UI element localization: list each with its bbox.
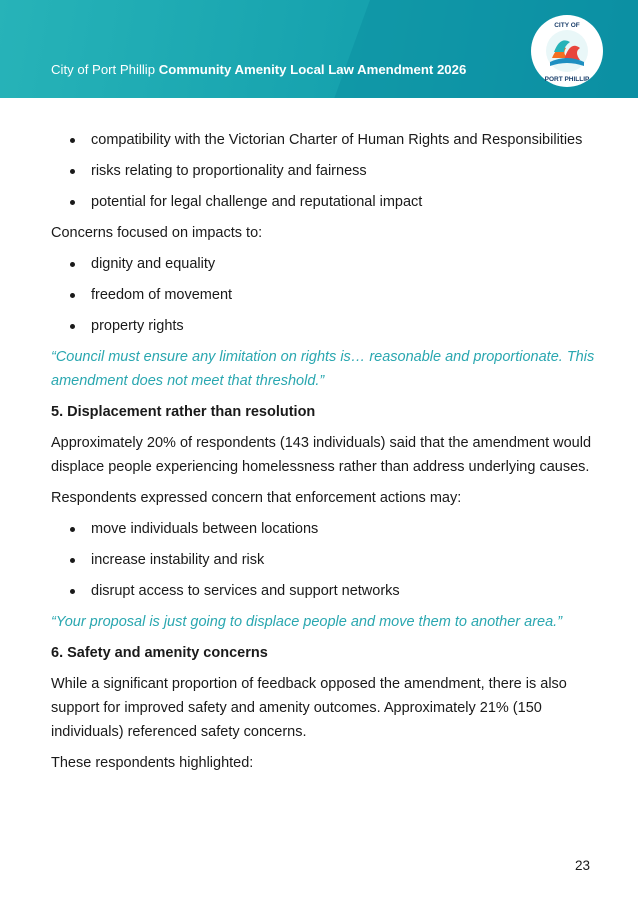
section-5-para-1: Approximately 20% of respondents (143 individuals) said that the amendment would displace people experiencing homelessness rather than address underlying causes.: [51, 435, 592, 475]
logo-bottom-text: PORT PHILLIP: [544, 76, 590, 83]
list-item: increase instability and risk: [51, 548, 596, 572]
list-item: potential for legal challenge and reputational impact: [51, 190, 596, 214]
list-item: risks relating to proportionality and fairness: [51, 159, 596, 183]
page-header: [0, 0, 638, 98]
section-6-heading: 6. Safety and amenity concerns: [51, 645, 268, 661]
section-6-para-1: While a significant proportion of feedback opposed the amendment, there is also support for improved safety and amenity outcomes. Approximately 21% (150 individuals) referenced safety concerns.: [51, 676, 567, 740]
page-content: [51, 128, 596, 782]
quote-displacement: “Your proposal is just going to displace people and move them to another area.”: [51, 614, 563, 630]
list-item: disrupt access to services and support networks: [51, 579, 596, 603]
list-item: freedom of movement: [51, 283, 596, 307]
page-number: 23: [575, 858, 591, 873]
logo-top-text: CITY OF: [554, 22, 580, 29]
list-item: dignity and equality: [51, 252, 596, 276]
header-title: [51, 62, 466, 77]
header-doc-title: Community Amenity Local Law Amendment 2026: [158, 62, 467, 77]
enforcement-list: [51, 517, 596, 603]
header-org: City of Port Phillip: [51, 62, 156, 77]
section-6-para-2: These respondents highlighted:: [51, 755, 254, 771]
section-5-para-2: Respondents expressed concern that enforcement actions may:: [51, 490, 462, 506]
quote-rights: “Council must ensure any limitation on rights is… reasonable and proportionate. This amendment does not meet that threshold.”: [51, 349, 595, 389]
section-5-heading: 5. Displacement rather than resolution: [51, 404, 316, 420]
city-of-port-phillip-logo: [530, 14, 604, 88]
concerns-intro: Concerns focused on impacts to:: [51, 225, 263, 241]
rights-risks-list: [51, 128, 596, 214]
impacts-list: [51, 252, 596, 338]
list-item: move individuals between locations: [51, 517, 596, 541]
list-item: compatibility with the Victorian Charter of Human Rights and Responsibilities: [51, 128, 596, 152]
list-item: property rights: [51, 314, 596, 338]
